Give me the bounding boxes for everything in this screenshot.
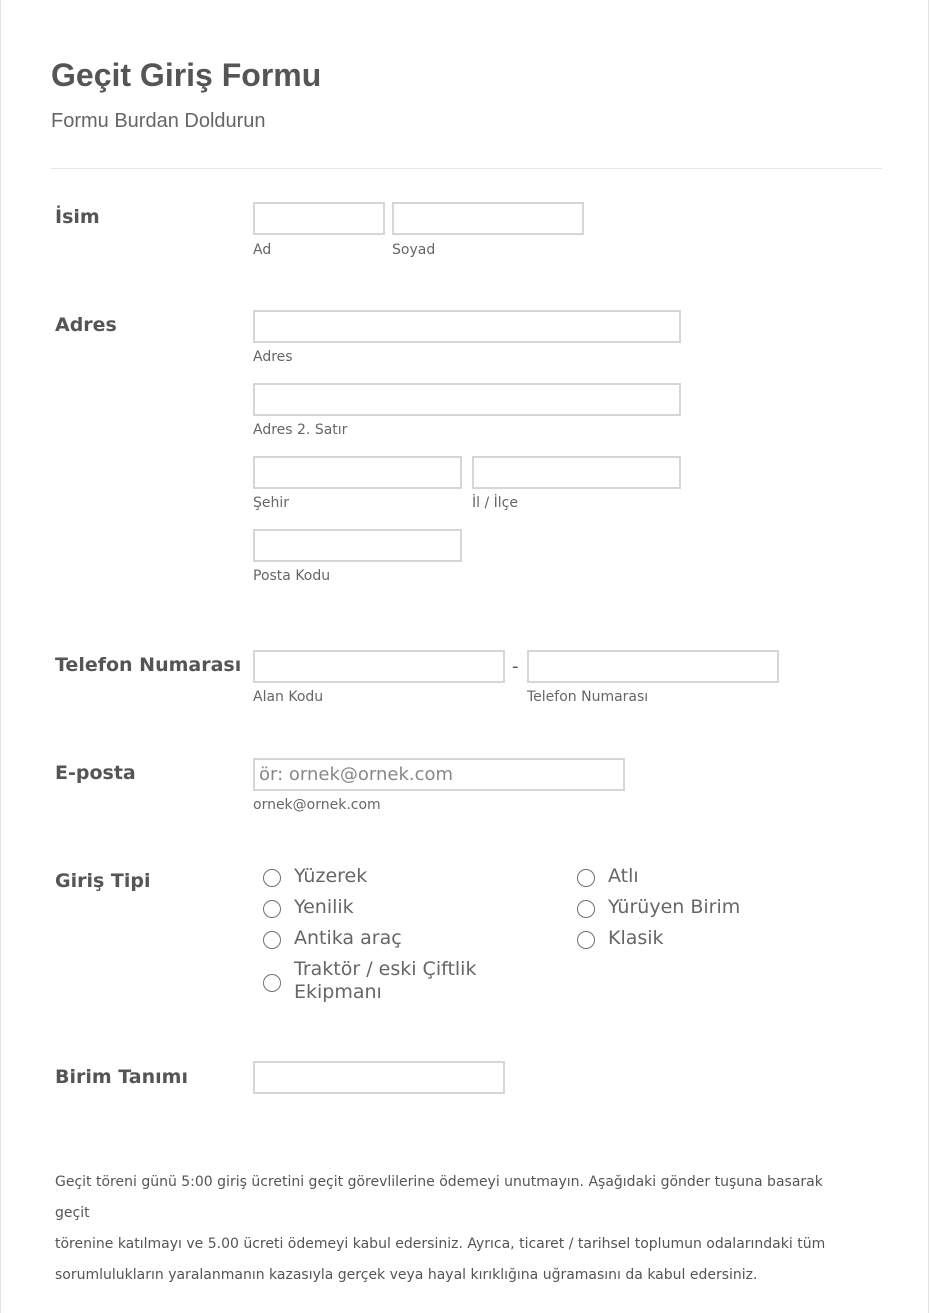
unit-description-label: Birim Tanımı — [55, 1066, 188, 1088]
zip-sublabel: Posta Kodu — [253, 568, 331, 584]
option-label-traktor-line1[interactable]: Traktör / eski Çiftlik — [294, 958, 477, 980]
option-label-yuzerek[interactable]: Yüzerek — [294, 865, 368, 887]
address-line2-input[interactable] — [253, 383, 681, 416]
terms-note-line-2: törenine katılmayı ve 5.00 ücreti ödemeyi kabul edersiniz. Ayrıca, ticaret / tarihsel toplumun odalarındaki tüm — [55, 1236, 826, 1252]
area-code-input[interactable] — [253, 650, 505, 683]
city-input[interactable] — [253, 456, 462, 489]
zip-input[interactable] — [253, 529, 462, 562]
area-code-sublabel: Alan Kodu — [253, 689, 324, 705]
radio-atli[interactable] — [577, 869, 595, 887]
option-label-klasik[interactable]: Klasik — [608, 927, 664, 949]
radio-klasik[interactable] — [577, 931, 595, 949]
last-name-sublabel: Soyad — [392, 242, 436, 258]
phone-number-input[interactable] — [527, 650, 779, 683]
form-subtitle: Formu Burdan Doldurun — [51, 110, 266, 132]
option-label-yenilik[interactable]: Yenilik — [294, 896, 354, 918]
option-label-traktor-line2[interactable]: Ekipmanı — [294, 981, 382, 1003]
first-name-sublabel: Ad — [253, 242, 272, 258]
terms-note — [55, 1167, 855, 1291]
radio-traktor[interactable] — [263, 974, 281, 992]
entry-type-label: Giriş Tipi — [55, 870, 151, 892]
address-line2-sublabel: Adres 2. Satır — [253, 422, 348, 438]
radio-yuruyen-birim[interactable] — [577, 900, 595, 918]
radio-yenilik[interactable] — [263, 900, 281, 918]
state-input[interactable] — [472, 456, 681, 489]
email-input[interactable] — [253, 758, 625, 791]
phone-separator: - — [512, 656, 519, 677]
first-name-input[interactable] — [253, 202, 385, 235]
radio-antika-arac[interactable] — [263, 931, 281, 949]
last-name-input[interactable] — [392, 202, 584, 235]
unit-description-input[interactable] — [253, 1061, 505, 1094]
option-label-antika-arac[interactable]: Antika araç — [294, 927, 402, 949]
terms-note-line-3: sorumlulukların yaralanmanın kazasıyla gerçek veya hayal kırıklığına uğramasını da kabul edersiniz. — [55, 1267, 758, 1283]
radio-yuzerek[interactable] — [263, 869, 281, 887]
header-divider — [51, 168, 882, 169]
state-sublabel: İl / İlçe — [472, 495, 518, 511]
address-line1-input[interactable] — [253, 310, 681, 343]
phone-number-sublabel: Telefon Numarası — [527, 689, 649, 705]
email-sublabel: ornek@ornek.com — [253, 797, 381, 813]
address-label: Adres — [55, 314, 117, 336]
option-label-yuruyen-birim[interactable]: Yürüyen Birim — [608, 896, 741, 918]
address-line1-sublabel: Adres — [253, 349, 293, 365]
name-label: İsim — [55, 206, 100, 228]
email-label: E-posta — [55, 762, 136, 784]
form-title: Geçit Giriş Formu — [51, 57, 322, 93]
terms-note-line-1: Geçit töreni günü 5:00 giriş ücretini geçit görevlilerine ödemeyi unutmayın. Aşağıdaki gönder tuşuna basarak geçit — [55, 1174, 823, 1221]
email-placeholder: ör: ornek@ornek.com — [259, 764, 454, 785]
option-label-atli[interactable]: Atlı — [608, 865, 639, 887]
city-sublabel: Şehir — [253, 495, 290, 511]
phone-label: Telefon Numarası — [55, 654, 242, 676]
